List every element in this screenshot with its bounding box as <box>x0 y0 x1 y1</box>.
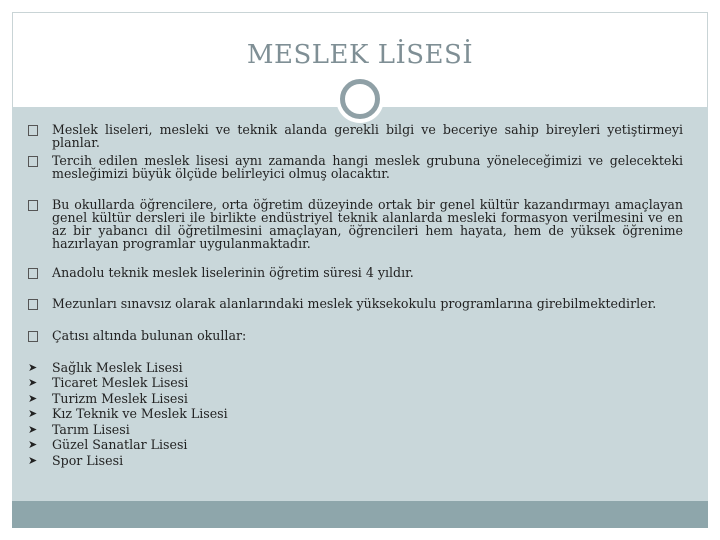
school-name: Güzel Sanatlar Lisesi <box>52 437 188 452</box>
school-item <box>28 407 683 420</box>
school-item <box>28 361 683 374</box>
bullet-text: Meslek liseleri, mesleki ve teknik alanda gerekli bilgi ve beceriye sahip bireyleri yetiştirmeyi planlar. <box>52 122 683 150</box>
school-item <box>28 423 683 436</box>
school-name: Kız Teknik ve Meslek Lisesi <box>52 406 228 421</box>
arrowhead-bullet-icon: ➤ <box>28 376 38 389</box>
arrowhead-bullet-icon: ➤ <box>28 438 38 451</box>
school-item <box>28 376 683 389</box>
bullet-item <box>28 198 683 250</box>
bullet-text: Anadolu teknik meslek liselerinin öğretim süresi 4 yıldır. <box>52 265 414 280</box>
school-item <box>28 454 683 467</box>
arrowhead-bullet-icon: ➤ <box>28 361 38 374</box>
footer-bar <box>12 501 708 528</box>
circle-ornament-icon <box>340 79 380 119</box>
checkbox-bullet-icon <box>28 266 52 282</box>
slide-title: MESLEK LİSESİ <box>246 40 474 70</box>
checkbox-bullet-icon <box>28 123 52 149</box>
school-name: Ticaret Meslek Lisesi <box>52 375 189 390</box>
bullet-item <box>28 123 683 149</box>
school-name: Spor Lisesi <box>52 453 124 468</box>
bullet-text: Tercih edilen meslek lisesi aynı zamanda hangi meslek grubuna yöneleceğimizi ve gelecekteki mesleğimizi büyük ölçüde belirleyici olmuş olacaktır. <box>52 153 683 181</box>
school-name: Turizm Meslek Lisesi <box>52 391 188 406</box>
bullet-item <box>28 329 683 345</box>
arrowhead-bullet-icon: ➤ <box>28 423 38 436</box>
bullet-text: Mezunları sınavsız olarak alanlarındaki meslek yüksekokulu programlarına girebilmektedirler. <box>52 296 657 311</box>
bullet-item <box>28 266 683 282</box>
bullet-text: Çatısı altında bulunan okullar: <box>52 328 247 343</box>
arrowhead-bullet-icon: ➤ <box>28 392 38 405</box>
checkbox-bullet-icon <box>28 297 52 313</box>
arrowhead-bullet-icon: ➤ <box>28 407 38 420</box>
school-name: Sağlık Meslek Lisesi <box>52 360 183 375</box>
school-item <box>28 438 683 451</box>
school-item <box>28 392 683 405</box>
bullet-item <box>28 297 683 313</box>
checkbox-bullet-icon <box>28 154 52 180</box>
arrowhead-bullet-icon: ➤ <box>28 454 38 467</box>
checkbox-bullet-icon <box>28 329 52 345</box>
bullet-item <box>28 154 683 180</box>
school-name: Tarım Lisesi <box>52 422 130 437</box>
checkbox-bullet-icon <box>28 198 52 250</box>
bullet-text: Bu okullarda öğrencilere, orta öğretim düzeyinde ortak bir genel kültür kazandırmayı amaçlayan genel kültür dersleri ile birlikte endüstriyel teknik alanlarda mesleki formasyon verilmesini ve en az bir yabancı dil öğretilmesini amaçlayan, öğrencileri hem hayata, hem de yüksek öğrenime hazırlayan programlar uygulanmaktadır. <box>52 197 683 251</box>
